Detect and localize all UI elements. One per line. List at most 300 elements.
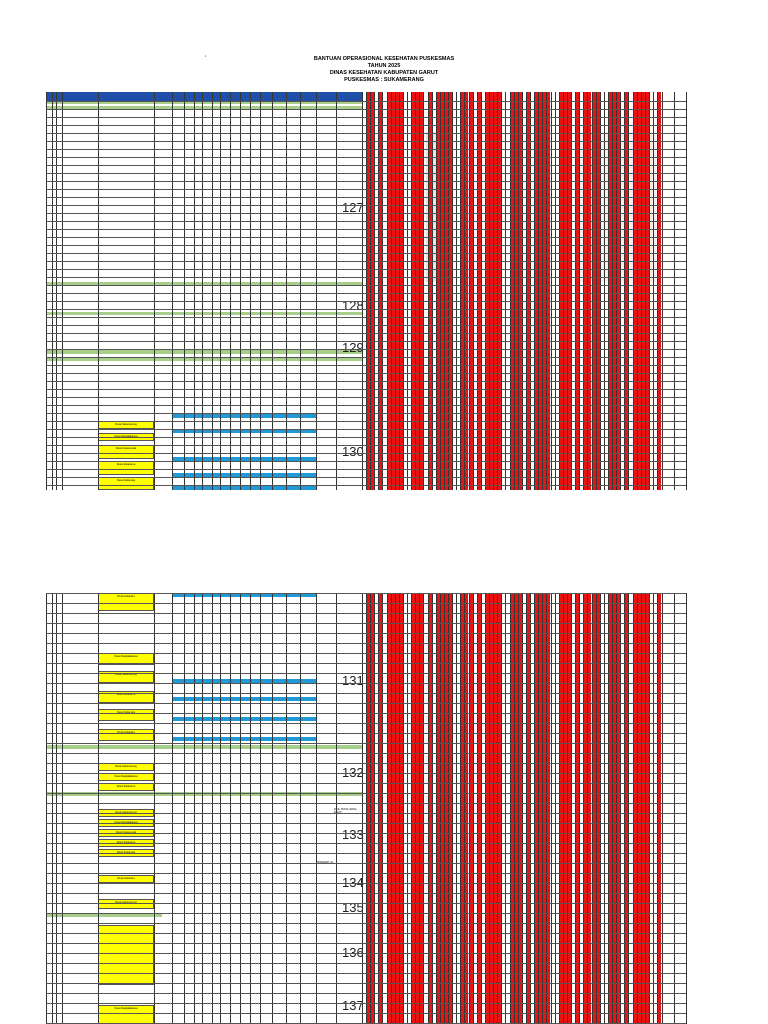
header-title: BANTUAN OPERASIONAL KESEHATAN PUSKESMAS [313, 56, 455, 62]
grid-row-line [46, 1013, 686, 1014]
grid-row-line [46, 325, 686, 326]
grid-line [641, 593, 642, 1024]
grid-line [538, 593, 539, 1024]
grid-row-line [46, 165, 686, 166]
grid-row-line [46, 485, 686, 486]
grid-line [653, 593, 654, 1024]
grid-line [387, 92, 388, 490]
grid-line [387, 593, 388, 1024]
grid-row-line [46, 349, 686, 350]
grid-line [399, 593, 400, 1024]
grid-line [686, 593, 687, 1024]
grid-line [378, 593, 379, 1024]
grid-line [501, 92, 502, 490]
grid-row-line [46, 743, 686, 744]
village-label: Desa Margalaksana [98, 819, 154, 827]
section-band [46, 358, 362, 361]
village-label: Desa Margalaksana [98, 433, 154, 441]
village-label: Desa Sukaratu [98, 593, 154, 611]
grid-line [641, 92, 642, 490]
grid-line [300, 92, 301, 490]
grid-line [300, 593, 301, 1024]
grid-line [452, 92, 453, 490]
grid-line [526, 92, 527, 490]
grid-row-line [46, 753, 686, 754]
grid-row-line [46, 693, 686, 694]
village-label: Desa Sukarame [98, 839, 154, 847]
grid-row-line [46, 365, 686, 366]
grid-row-line [46, 117, 686, 118]
budget-table-bottom [46, 593, 686, 1024]
grid-row-line [46, 453, 686, 454]
grid-row-line [46, 643, 686, 644]
page-number: 135 [342, 900, 364, 915]
grid-row-line [46, 309, 686, 310]
grid-line [620, 92, 621, 490]
grid-line [555, 92, 556, 490]
grid-row-line [46, 833, 686, 834]
grid-row-line [46, 873, 686, 874]
village-label: Desa Sukamerang [98, 809, 154, 817]
grid-line [592, 593, 593, 1024]
grid-row-line [46, 133, 686, 134]
grid-line [464, 593, 465, 1024]
grid-row-line [46, 237, 686, 238]
grid-line [510, 593, 511, 1024]
grid-line [172, 92, 173, 490]
grid-line [469, 593, 470, 1024]
section-band [46, 350, 362, 354]
grid-line [184, 92, 185, 490]
village-label: Desa Sukamaju [98, 709, 154, 721]
grid-row-line [46, 373, 686, 374]
grid-line [542, 92, 543, 490]
grid-line [649, 593, 650, 1024]
grid-line [382, 92, 383, 490]
grid-line [456, 593, 457, 1024]
grid-line [230, 593, 231, 1024]
grid-row-line [46, 101, 686, 102]
grid-line [505, 593, 506, 1024]
grid-line [473, 593, 474, 1024]
village-label [98, 925, 154, 985]
grid-line [212, 92, 213, 490]
grid-line [624, 593, 625, 1024]
grid-row-line [46, 397, 686, 398]
village-label: Desa Sukamerang [98, 671, 154, 683]
grid-line [98, 92, 99, 490]
grid-row-line [46, 317, 686, 318]
grid-row-line [46, 823, 686, 824]
grid-line [686, 92, 687, 490]
grid-row-line [46, 413, 686, 414]
grid-line [592, 92, 593, 490]
grid-line [62, 593, 63, 1024]
grid-line [546, 593, 547, 1024]
grid-line [514, 593, 515, 1024]
grid-line [657, 92, 658, 490]
grid-line [436, 593, 437, 1024]
grid-row-line [46, 763, 686, 764]
grid-row-line [46, 357, 686, 358]
grid-line [530, 92, 531, 490]
grid-line [567, 92, 568, 490]
grid-row-line [46, 437, 686, 438]
village-label: Desa Margalaksana [98, 653, 154, 665]
village-label: Desa Margalaksana [98, 773, 154, 781]
grid-line [563, 92, 564, 490]
grid-row-line [46, 221, 686, 222]
grid-line [403, 92, 404, 490]
grid-line [220, 593, 221, 1024]
grid-line [555, 593, 556, 1024]
grid-line [563, 593, 564, 1024]
grid-line [154, 593, 155, 1024]
grid-line [612, 593, 613, 1024]
grid-line [184, 593, 185, 1024]
grid-line [464, 92, 465, 490]
grid-line [518, 593, 519, 1024]
grid-row-line [46, 723, 686, 724]
grid-row-line [46, 405, 686, 406]
grid-line [645, 92, 646, 490]
grid-line [497, 593, 498, 1024]
grid-line [637, 92, 638, 490]
grid-line [428, 92, 429, 490]
grid-line [624, 92, 625, 490]
village-label: Desa Sukamenak [98, 829, 154, 837]
grid-line [440, 593, 441, 1024]
page-number: 128 [342, 298, 364, 313]
grid-line [662, 92, 663, 490]
grid-line [653, 92, 654, 490]
grid-line [579, 593, 580, 1024]
grid-line [452, 593, 453, 1024]
grid-line [600, 92, 601, 490]
grid-line [530, 593, 531, 1024]
header-year: TAHUN 2025 [367, 63, 401, 69]
grid-line [493, 92, 494, 490]
grid-row-line [46, 713, 686, 714]
grid-line [645, 593, 646, 1024]
grid-line [649, 92, 650, 490]
grid-row-line [46, 683, 686, 684]
grid-line [423, 92, 424, 490]
grid-line [497, 92, 498, 490]
grid-line [628, 92, 629, 490]
grid-line [370, 92, 371, 490]
grid-line [571, 92, 572, 490]
grid-line [616, 92, 617, 490]
grid-row-line [46, 993, 686, 994]
grid-line [633, 92, 634, 490]
grid-line [436, 92, 437, 490]
page-number: 133 [342, 827, 364, 842]
grid-line [220, 92, 221, 490]
grid-line [362, 92, 363, 490]
grid-line [428, 593, 429, 1024]
grid-row-line [46, 953, 686, 954]
grid-line [98, 593, 99, 1024]
village-label: Desa Sukaratu [98, 875, 154, 883]
grid-line [637, 593, 638, 1024]
grid-row-line [46, 229, 686, 230]
grid-row-line [46, 963, 686, 964]
grid-row-line [46, 893, 686, 894]
grid-row-line [46, 125, 686, 126]
grid-line [587, 92, 588, 490]
grid-line [559, 593, 560, 1024]
grid-line [518, 92, 519, 490]
grid-line [194, 593, 195, 1024]
grid-line [633, 593, 634, 1024]
section-band [46, 745, 362, 749]
grid-row-line [46, 197, 686, 198]
grid-row-line [46, 149, 686, 150]
village-label: Desa Sukamerang [98, 421, 154, 429]
grid-line [415, 593, 416, 1024]
grid-line [250, 593, 251, 1024]
grid-line [46, 593, 47, 1024]
grid-line [485, 593, 486, 1024]
grid-line [538, 92, 539, 490]
grid-line [407, 92, 408, 490]
grid-line [286, 593, 287, 1024]
grid-row-line [46, 469, 686, 470]
grid-line [559, 92, 560, 490]
grid-row-line [46, 141, 686, 142]
grid-line [399, 92, 400, 490]
grid-line [460, 593, 461, 1024]
grid-line [230, 92, 231, 490]
grid-line [62, 92, 63, 490]
grid-line [415, 92, 416, 490]
grid-line [596, 593, 597, 1024]
village-label: Desa Margalaksana [98, 1005, 154, 1024]
grid-line [362, 593, 363, 1024]
grid-line [493, 593, 494, 1024]
village-label: Desa Sukamenak [98, 445, 154, 459]
grid-row-line [46, 933, 686, 934]
grid-line [374, 593, 375, 1024]
grid-row-line [46, 863, 686, 864]
grid-line [485, 92, 486, 490]
grid-row-line [46, 429, 686, 430]
grid-line [370, 593, 371, 1024]
grid-line [567, 593, 568, 1024]
grid-line [469, 92, 470, 490]
grid-row-line [46, 157, 686, 158]
grid-line [460, 92, 461, 490]
grid-row-line [46, 733, 686, 734]
grid-line [336, 92, 337, 490]
grid-line [551, 593, 552, 1024]
staff-note: PRIMAWATI, Ds [316, 861, 334, 864]
village-label: Desa Sukaratu [98, 729, 154, 741]
grid-row-line [46, 883, 686, 884]
grid-row-line [46, 813, 686, 814]
section-band [46, 312, 362, 315]
grid-line [336, 593, 337, 1024]
page-number: 131 [342, 673, 364, 688]
village-label: Desa Sukarame [98, 783, 154, 791]
grid-line [212, 593, 213, 1024]
header-agency: DINAS KESEHATAN KABUPATEN GARUT [329, 70, 439, 76]
grid-line [526, 593, 527, 1024]
grid-line [481, 593, 482, 1024]
grid-line [604, 593, 605, 1024]
grid-line [366, 92, 367, 490]
grid-line [534, 92, 535, 490]
grid-row-line [46, 421, 686, 422]
grid-line [411, 593, 412, 1024]
grid-line [391, 593, 392, 1024]
page-number: 137 [342, 998, 364, 1013]
header-puskesmas: PUSKESMAS : SUKAMERANG [344, 77, 424, 83]
grid-row-line [46, 181, 686, 182]
grid-row-line [46, 983, 686, 984]
grid-line [382, 593, 383, 1024]
grid-line [407, 593, 408, 1024]
staff-note: RIKE, NOVIA, ERNA, INDAH [334, 808, 357, 814]
grid-line [56, 92, 57, 490]
grid-line [674, 92, 675, 490]
grid-line [444, 92, 445, 490]
grid-row-line [46, 389, 686, 390]
grid-line [575, 593, 576, 1024]
grid-line [378, 92, 379, 490]
grid-line [522, 593, 523, 1024]
grid-row-line [46, 923, 686, 924]
grid-line [444, 593, 445, 1024]
grid-line [546, 92, 547, 490]
village-label: Desa Sukamerang [98, 763, 154, 771]
grid-line [374, 92, 375, 490]
grid-line [620, 593, 621, 1024]
grid-line [600, 593, 601, 1024]
grid-line [286, 92, 287, 490]
grid-line [260, 92, 261, 490]
grid-line [534, 593, 535, 1024]
grid-line [411, 92, 412, 490]
village-label: Desa Sukarame [98, 461, 154, 475]
grid-line [240, 92, 241, 490]
page-number: 134 [342, 875, 364, 890]
village-label: Desa Sukamaju [98, 477, 154, 490]
grid-line [583, 92, 584, 490]
grid-row-line [46, 341, 686, 342]
grid-line [260, 593, 261, 1024]
grid-line [419, 92, 420, 490]
grid-row-line [46, 663, 686, 664]
grid-row-line [46, 293, 686, 294]
village-label: Desa Sukamerang [98, 899, 154, 909]
grid-row-line [46, 853, 686, 854]
grid-row-line [46, 943, 686, 944]
grid-row-line [46, 173, 686, 174]
grid-line [501, 593, 502, 1024]
grid-line [403, 593, 404, 1024]
grid-row-line [46, 301, 686, 302]
grid-row-line [46, 277, 686, 278]
grid-row-line [46, 333, 686, 334]
budget-table-top [46, 92, 686, 490]
grid-line [505, 92, 506, 490]
grid-line [608, 593, 609, 1024]
page-number: 136 [342, 945, 364, 960]
grid-line [456, 92, 457, 490]
grid-row-line [46, 381, 686, 382]
grid-line [448, 92, 449, 490]
grid-line [272, 593, 273, 1024]
grid-line [448, 593, 449, 1024]
grid-line [616, 593, 617, 1024]
grid-row-line [46, 285, 686, 286]
grid-row-line [46, 245, 686, 246]
grid-row-line [46, 703, 686, 704]
grid-line [316, 593, 317, 1024]
grid-line [272, 92, 273, 490]
grid-line [489, 92, 490, 490]
grid-row-line [46, 189, 686, 190]
grid-line [522, 92, 523, 490]
grid-row-line [46, 913, 686, 914]
grid-line [514, 92, 515, 490]
grid-line [481, 92, 482, 490]
grid-line [657, 593, 658, 1024]
stray-mark: ' [205, 56, 207, 62]
grid-line [510, 92, 511, 490]
grid-line [583, 593, 584, 1024]
grid-line [56, 593, 57, 1024]
grid-line [477, 92, 478, 490]
grid-line [662, 593, 663, 1024]
grid-line [612, 92, 613, 490]
page-number: 132 [342, 765, 364, 780]
grid-line [579, 92, 580, 490]
grid-line [489, 593, 490, 1024]
grid-row-line [46, 1003, 686, 1004]
grid-row-line [46, 269, 686, 270]
grid-line [571, 593, 572, 1024]
grid-row-line [46, 213, 686, 214]
grid-line [432, 92, 433, 490]
grid-line [52, 593, 53, 1024]
grid-line [172, 593, 173, 1024]
grid-row-line [46, 793, 686, 794]
grid-line [423, 593, 424, 1024]
grid-row-line [46, 973, 686, 974]
grid-line [432, 593, 433, 1024]
grid-line [674, 593, 675, 1024]
grid-row-line [46, 783, 686, 784]
grid-row-line [46, 673, 686, 674]
grid-line [440, 92, 441, 490]
grid-line [154, 92, 155, 490]
grid-line [202, 92, 203, 490]
grid-row-line [46, 253, 686, 254]
grid-line [628, 593, 629, 1024]
grid-row-line [46, 803, 686, 804]
grid-line [395, 593, 396, 1024]
grid-row-line [46, 623, 686, 624]
grid-line [250, 92, 251, 490]
page-number: 129 [342, 340, 364, 355]
grid-row-line [46, 603, 686, 604]
grid-line [391, 92, 392, 490]
village-label: Desa Sukamaju [98, 849, 154, 857]
page-number: 130 [342, 444, 364, 459]
